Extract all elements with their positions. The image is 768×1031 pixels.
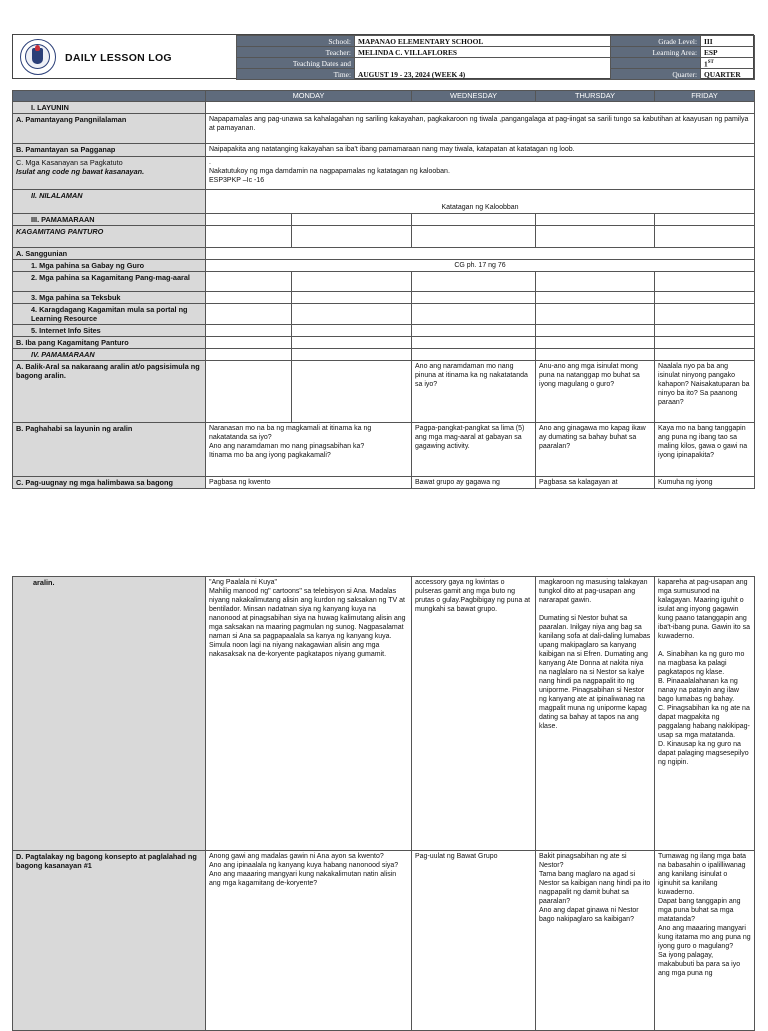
uugnay2-mon-tue: "Ang Paalala ni Kuya" Mahilig manood ng" cartoons" sa telebisyon si Ana. Madalas niyang nakakalimutang alisin ang kurdon ng saksakan ng TV at bentilador. Minsan nadatnan siya ng kanyang kuya na nanonood at pinagsabihan siya na huwag kalimutang alisin ang mga saksakan na maaring pagmulan ng sunog. Nagpasalamat naman si Ana sa pagpapaalala sa kanya ng kanyang kuya. Simula noon lagi na niyang nakagawian alisin ang mga nakasaksak na de-koryente pagkatapos niyang gumamit. (206, 577, 412, 851)
quarter-number: 1ST (701, 58, 755, 69)
gabay-label: 1. Mga pahina sa Gabay ng Guro (13, 260, 206, 272)
pagtalakay-friday: Tumawag ng ilang mga bata na babasahin o ipalilliwanag ang kanilang isinulat o iginuhit sa kanilang kuwaderno. Dapat bang tanggapin ang mga puna buhat sa mga matatanda? Ano ang maaaring mangyari kung itatama mo ang puna ng iyong guro o magulang? Sa iyong palagay, makabubuti ba para sa iyo ang mga puna ng (655, 851, 755, 1031)
header-meta-table (236, 35, 755, 80)
pag-uugnay-cont-label: aralin. (13, 577, 206, 851)
pagtalakay-label: D. Pagtalakay ng bagong konsepto at paglalahad ng bagong kasanayan #1 (13, 851, 206, 1031)
paghahabi-friday: Kaya mo na bang tanggapin ang puna ng ibang tao sa maling kilos, gawa o gawi na iyong ipinapakita? (655, 423, 755, 477)
iba-pang-label: B. Iba pang Kagamitang Panturo (13, 337, 206, 349)
quarter-label: Quarter: (611, 69, 701, 80)
sanggunian-label: A. Sanggunian (13, 248, 206, 260)
kagamitan-label: KAGAMITANG PANTURO (13, 226, 206, 248)
nilalaman-text: Katatagan ng Kaloobban (206, 190, 755, 214)
grade-label: Grade Level: (611, 36, 701, 47)
school-label: School: (237, 36, 355, 47)
pagtalakay-thursday: Bakit pinagsabihan ng ate si Nestor? Tama bang maglaro na agad si Nestor sa kaibigan nang hindi pa ito nagpapalit ng damit buhat sa paaralan? Ano ang dapat ginawa ni Nestor bago nakipaglaro sa kaibigan? (536, 851, 655, 1031)
uugnay-mon-tue: Pagbasa ng kwento (206, 477, 412, 489)
day-header-row (13, 91, 755, 102)
uugnay2-friday: kapareha at pag-usapan ang mga sumusunod na kalagayan. Maaring iguhit o isulat ang inyong gagawin kung paano tatanggapin ang iba't-ibang puna. Gawin ito sa kuwaderno. A. Sinabihan ka ng guro mo na magbasa ka palagi pagkatapos ng klase. B. Pinaaalalahanan ka ng nanay na patayin ang ilaw bago lumabas ng bahay. C. Pinagsabihan ka ng ate na dapat magpakita ng paggalang habang nakikipag-usap sa mga matatanda. D. Kinausap ka ng guro na dapat palaging magsesepilyo ng ngipin. (655, 577, 755, 851)
balik-aral-thursday: Anu-ano ang mga isinulat mong puna na natanggap mo buhat sa iyong magulang o guro? (536, 361, 655, 423)
area-label: Learning Area: (611, 47, 701, 58)
lesson-plan-table-page-2 (12, 576, 755, 1031)
paghahabi-mon-tue: Naranasan mo na ba ng magkamali at itinama ka ng nakatatanda sa iyo? Ano ang naramdaman mo nang pinagsabihan ka? Itinama mo ba ang iyong pagkakamali? (206, 423, 412, 477)
kasanayan-label: C. Mga Kasanayan sa Pagkatuto Isulat ang code ng bawat kasanayan. (13, 157, 206, 190)
day-friday: FRIDAY (655, 91, 755, 102)
pangnilalaman-label: A. Pamantayang Pangnilalaman (13, 114, 206, 144)
gabay-text: CG ph. 17 ng 76 (206, 260, 755, 272)
uugnay-thursday: Pagbasa sa kalagayan at (536, 477, 655, 489)
nilalaman-label: II. NILALAMAN (13, 190, 206, 214)
dates-label-1: Teaching Dates and (237, 58, 355, 69)
pagtalakay-wednesday: Pag-uulat ng Bawat Grupo (412, 851, 536, 1031)
balik-aral-friday: Naalala nyo pa ba ang isinulat ninyong pangako kahapon? Naisakatuparan ba ninyo ba ito? Sa paanong paraan? (655, 361, 755, 423)
quarter-value: QUARTER (701, 69, 755, 80)
lesson-log-header (12, 34, 754, 79)
day-thursday: THURSDAY (536, 91, 655, 102)
internet-label: 5. Internet Info Sites (13, 325, 206, 337)
pamamaraan-iii-label: III. PAMAMARAAN (13, 214, 206, 226)
kagamitang-mag-aaral-label: 2. Mga pahina sa Kagamitang Pang-mag-aaral (13, 272, 206, 292)
pagganap-label: B. Pamantayan sa Pagganap (13, 144, 206, 157)
day-monday: MONDAY (206, 91, 412, 102)
pagtalakay-mon-tue: Anong gawi ang madalas gawin ni Ana ayon sa kwento? Ano ang ipinaalala ng kanyang kuya habang nanonood siya? Ano ang maaaring mangyari kung nakakalimutan natin alisin ang mga kagamitang de-koryente? (206, 851, 412, 1031)
uugnay-friday: Kumuha ng iyong (655, 477, 755, 489)
uugnay2-wednesday: accessory gaya ng kwintas o pulseras gamit ang mga buto ng prutas o gulay.Pagbibigay ng puna at mungkahi sa bawat grupo. (412, 577, 536, 851)
deped-seal-icon (20, 39, 56, 75)
grade-value: III (701, 36, 755, 47)
dates-label-2: Time: (237, 69, 355, 80)
teacher-value: MELINDA C. VILLAFLORES (355, 47, 611, 58)
layunin-label: I. LAYUNIN (13, 102, 206, 114)
pamamaraan-iv-label: IV. PAMAMARAAN (13, 349, 206, 361)
school-value: MAPANAO ELEMENTARY SCHOOL (355, 36, 611, 47)
uugnay2-thursday: magkaroon ng masusing talakayan tungkol dito at pag-usapan ang nararapat gawin. Dumating si Nestor buhat sa paaralan. Inilgay niya ang bag sa kanilang sofa at dali-daling lumabas upang makipaglaro sa kanyang kaibigan na si Efren. Dumating ang kanyang Ate Donna at nakita niya na naglalaro na si Nestor sa kalye nang hindi pa nagpapalit ito ng uniporme. Pinagsabihan si Nestor ng kanyang ate at ipinaliwanag na magpalit muna ng uniporme kapag dating sa bahay at tapos na ang klase. (536, 577, 655, 851)
karagdagang-label: 4. Karagdagang Kagamitan mula sa portal ng Learning Resource (13, 304, 206, 325)
lesson-plan-table (12, 90, 755, 489)
paghahabi-wednesday: Pagpa-pangkat-pangkat sa lima (5) ang mga mag-aaral at gabayan sa gagawing activity. (412, 423, 536, 477)
balik-aral-label: A. Balik-Aral sa nakaraang aralin at/o pagsisimula ng bagong aralin. (13, 361, 206, 423)
dates-value: AUGUST 19 - 23, 2024 (WEEK 4) (355, 58, 611, 80)
pangnilalaman-text: Napapamalas ang pag-unawa sa kahalagahan ng sariling kakayahan, pagkakaroon ng tiwala ,pangangalaga at pag-iingat sa sarili tungo sa kabutihan at kaayusan ng pamilya at pamayanan. (206, 114, 755, 144)
balik-aral-wednesday: Ano ang naramdaman mo nang pinuna at itinama ka ng nakatatanda sa iyo? (412, 361, 536, 423)
paghahabi-label: B. Paghahabi sa layunin ng aralin (13, 423, 206, 477)
teacher-label: Teacher: (237, 47, 355, 58)
document-title: DAILY LESSON LOG (65, 52, 172, 64)
uugnay-wednesday: Bawat grupo ay gagawa ng (412, 477, 536, 489)
day-wednesday: WEDNESDAY (412, 91, 536, 102)
kasanayan-text: . Nakatutukoy ng mga damdamin na nagpapamalas ng katatagan ng kalooban. ESP3PKP –Ic -16 (206, 157, 755, 190)
paghahabi-thursday: Ano ang ginagawa mo kapag ikaw ay dumating sa bahay buhat sa paaralan? (536, 423, 655, 477)
pagganap-text: Naipapakita ang natatanging kakayahan sa iba't ibang pamamaraan nang may tiwala, katapatan at katatagan ng loob. (206, 144, 755, 157)
area-value: ESP (701, 47, 755, 58)
pag-uugnay-label: C. Pag-uugnay ng mga halimbawa sa bagong (13, 477, 206, 489)
teksbuk-label: 3. Mga pahina sa Teksbuk (13, 292, 206, 304)
